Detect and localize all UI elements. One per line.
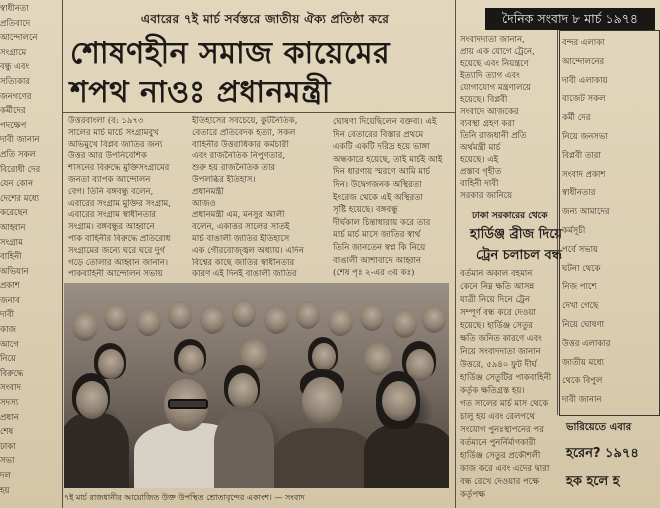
text-line: কাজ	[0, 325, 17, 336]
headline-underline	[62, 112, 455, 113]
text-line: অর্থমন্ত্রী মার্চ	[460, 143, 501, 153]
text-line: বর্তমান অকাল বহমান	[460, 269, 533, 279]
text-line: হয়েছে। হার্ডিঞ্জ সেতুর	[460, 321, 533, 331]
text-line: গড়ে তোলার আহ্বান জানান।	[68, 257, 169, 268]
text-line: কর্তৃক ক্ষতিগ্রস্ত হয়।	[460, 386, 525, 396]
text-line: দিন বেতারের বিস্তার প্রথমে	[333, 129, 424, 140]
text-line: দেখা গেছে	[562, 301, 599, 312]
text-line: হয়েছে। বিপ্লবী	[460, 95, 508, 105]
main-story-column-3	[333, 116, 453, 281]
text-line: উত্তর আর উপনিবেশিক	[68, 151, 147, 162]
text-line: পাক বাহিনীর বিরুদ্ধে প্রতিরোধ	[68, 233, 171, 244]
text-line: আজও	[192, 198, 216, 209]
text-line: সংবাদ প্রকাশ	[562, 169, 606, 180]
text-line: স্বাধীনতা	[0, 4, 29, 14]
text-line: কর্তৃপক্ষ	[460, 490, 485, 500]
text-line: ইংরেজ থেকে এই অস্থিরতা	[333, 192, 424, 203]
text-line: সংবাদদাতা জানান,	[460, 35, 525, 45]
text-line: যেন কোন	[0, 179, 34, 190]
text-line: প্রধানমন্ত্রী এম, মনসুর আলী	[192, 210, 285, 221]
text-line: ঢাকা	[0, 441, 16, 452]
text-line: জনাব	[0, 295, 20, 306]
text-line: দিন ধারণায় স্মরণে আমি মার্চ	[333, 167, 431, 178]
text-line: গত সালের মার্চ মাস থেকে	[460, 399, 549, 409]
text-line: এবারের সংগ্রাম স্বাধীনতার	[68, 210, 157, 221]
text-line: পাকবাহিনী আন্দোলন সভায়	[68, 269, 163, 280]
text-line: দাবী এলাকায়	[562, 75, 608, 86]
text-line: এবারের সংগ্রাম মুক্তির সংগ্রাম,	[68, 198, 171, 209]
side-story-headline-2: ট্রেন চলাচল বন্ধ	[476, 248, 563, 263]
text-line: হার্ডিঞ্জ সেতুটির পাকবাহিনী	[460, 373, 552, 383]
text-line: প্রস্তাব গৃহীত	[460, 167, 502, 177]
text-line: ইতিহাসের সবচেয়ে, কুটনৈতিক,	[192, 116, 298, 126]
text-line: হয়েছে এবং নিয়ন্ত্রণে	[460, 59, 529, 69]
text-line: বলেন, একাত্তর সালের সাতই	[192, 222, 290, 233]
text-line: প্রধানমন্ত্রী	[192, 186, 224, 197]
text-line: কেনে নিম্ন ক্ষতি আসন্ন	[460, 282, 535, 292]
text-line: উপলব্ধির ইতিহাস।	[192, 174, 256, 185]
text-line: কর্মীদের	[0, 106, 26, 117]
text-line: জাতীয় মধ্যে	[562, 357, 604, 368]
column-rule-right	[557, 30, 558, 415]
text-line: মার্চ মার্চ মাসে জাতির স্বার্থ	[333, 230, 421, 241]
text-line: প্রতি সকল	[0, 149, 36, 160]
text-line: হার্ডিঞ্জ সেতুর প্রকৌশলী	[460, 451, 541, 461]
text-line: স্বাধীনতার	[562, 188, 596, 199]
text-line: দাবী জানান	[562, 395, 602, 406]
text-line: শাসনের বিরুদ্ধে মুক্তিসংগ্রামের	[68, 163, 170, 174]
text-line: প্রায় এক যোগে ট্রেনে,	[460, 47, 535, 57]
text-line: সম্পূর্ণ বন্ধ করে দেওয়া	[460, 308, 536, 318]
text-line: যোগাযোগ মন্ত্রণালয়ে	[460, 83, 531, 93]
text-line: আন্দোলনে	[0, 33, 38, 44]
text-line: বাহিনীর উত্তরাধিকার কর্মচারী	[192, 139, 289, 150]
text-line: সরকার জানিয়ে	[460, 191, 513, 201]
text-line: সংগ্রাম। বঙ্গবন্ধুর আহ্বানে	[68, 222, 155, 233]
side-story-body	[460, 268, 555, 503]
text-line: পদক্ষেপ	[0, 120, 27, 131]
text-line: চালু হয় এবং রেলপথে	[460, 412, 535, 422]
text-line: এক গৌরবোজ্জ্বল অধ্যায়। এদিন	[192, 245, 304, 256]
side-story-headline-1: হার্ডিঞ্জ ব্রীজ দিয়ে	[470, 227, 563, 242]
text-line: নিয়ে	[0, 354, 16, 365]
text-line: বাজেট সকল	[562, 94, 606, 105]
text-line: দীর্ঘকাল চিন্তাধারায় করে তার	[333, 217, 431, 228]
text-line: উত্তর এলাকার	[562, 338, 611, 349]
text-line: বিরুদ্ধে	[0, 368, 24, 379]
text-line: আগে	[0, 339, 19, 350]
text-line: শুরু হয় রাজনৈতিক তার	[192, 163, 276, 174]
text-line: তিনি জানতেন স্বপ্ন কি নিয়ে	[333, 242, 426, 253]
side-story-kicker: ঢাকা সরকারের থেকে	[472, 211, 548, 221]
text-line: সংযোগ পুনঃস্থাপনের পর	[460, 425, 544, 435]
column-rule-left	[62, 0, 63, 508]
text-line: হয়েছে। এই	[460, 155, 499, 165]
text-line: ইত্যাদি ত্যাগ এবং	[460, 71, 520, 81]
text-line: সংবাদ	[0, 383, 21, 394]
text-line: জন্য আমাদের	[562, 207, 610, 218]
text-line: প্রকাশ	[0, 281, 20, 292]
text-line: জনতা ব্যাপক আন্দোলন	[68, 174, 151, 185]
bottom-right-line-1: ভারিয়েতে এবার	[566, 422, 632, 433]
text-line: বেগ। তিনি বঙ্গবন্ধু বলেন,	[68, 186, 154, 197]
text-line: বন্ধু এবং	[0, 62, 30, 73]
text-line: ঘোষণা দিয়েছিলেন বক্তব্য। এই	[333, 117, 437, 127]
text-line: বাহিনী দাবী	[460, 179, 499, 189]
text-line: তিনি রাজধানী প্রতি	[460, 131, 527, 141]
text-line: ক্ষতি জনিত কারণে এবং	[460, 334, 542, 344]
text-line: যাত্রী নিয়ে দিনে ট্রেন	[460, 295, 531, 305]
far-right-box	[559, 30, 660, 416]
text-line: কাজ করে এবং এদের দ্বারা	[460, 464, 550, 474]
bottom-right-line-3: হক হলে হ	[566, 474, 620, 489]
text-line: উত্তরবাংলা (ব: ১৯৭৩	[68, 116, 144, 126]
text-line: এবং রাজনৈতিক নিপুণতার,	[192, 151, 286, 162]
text-line: প্রতিবাদে	[0, 18, 31, 29]
top-right-column	[460, 34, 555, 204]
kicker-line: এবারের ৭ই মার্চ সর্বস্তরে জাতীয় ঐক্য প্রতিষ্ঠা করে	[140, 12, 390, 26]
text-line: বন্দর এলাকা	[562, 38, 605, 48]
text-line: বাঙালী আশাবাদে আহ্বান	[333, 255, 421, 266]
text-line: বিশ্বের কাছে জাতির স্বাধীনতার	[192, 257, 295, 268]
main-story-column-2	[192, 116, 330, 281]
text-line: দিন। উদ্বেগজনক অস্থিরতা	[333, 179, 422, 190]
crowd-photograph	[64, 283, 449, 488]
text-line: বিরোধী দের	[0, 164, 41, 175]
text-line: আন্দোলনের	[562, 56, 605, 67]
text-line: ঘটনা থেকে	[562, 263, 601, 274]
left-column	[0, 2, 60, 502]
text-line: (শেষ পৃঃ ২-এর ৩য় কঃ)	[333, 268, 415, 279]
text-line: কর্মী দের	[562, 113, 591, 124]
text-line: উত্তরে, ৫৯৪০ ফুট দীর্ঘ	[460, 360, 537, 370]
text-line: সংগ্রামের জন্যে ঘরে ঘরে দুর্গ	[68, 245, 166, 256]
text-line: প্রধান	[0, 412, 19, 423]
text-line: সৃষ্টি হয়েছে। বঙ্গবন্ধু	[333, 205, 398, 216]
main-story-column-1	[68, 116, 188, 281]
headline-line-1: শোষণহীন সমাজ কায়েমের	[70, 36, 391, 71]
text-line: সংগ্রামে	[0, 47, 27, 58]
text-line: একটি একটি দরিদ্র হয়ে ভাঙ্গা	[333, 142, 430, 153]
photo-caption: ৭ই মার্চ রাজধানীর আয়োজিত উক্ত উপস্থিত শ্রোতাবৃন্দের একাংশ। — সংবাদ	[64, 493, 305, 502]
headline-line-2: শপথ নাওঃ প্রধানমন্ত্রী	[70, 75, 331, 110]
text-line: কারণ এই দিনই বাঙালী জাতির	[192, 269, 297, 280]
text-line: পর্বে সভায়	[562, 244, 599, 255]
text-line: সালের মার্চ মার্চে সংগ্রামবুখ	[68, 127, 159, 138]
text-line: অন্ধকারে হয়েছে, তাই মার্চই আই	[333, 154, 443, 165]
text-line: সংবাদে আজকের	[460, 107, 519, 117]
text-line: থেকে বিপুল	[562, 376, 603, 387]
text-line: দাবী	[0, 310, 15, 321]
bottom-right-line-2: হরেন? ১৯৭৪	[566, 446, 639, 461]
text-line: নিয়ে জনসভা	[562, 131, 608, 142]
text-line: সংগ্রাম	[0, 237, 23, 248]
text-line: নিয়ে সংবাদদাতা জানান	[460, 347, 541, 357]
text-line: অভিযান	[0, 266, 29, 277]
text-line: সভা	[0, 456, 15, 467]
text-line: দল	[0, 471, 11, 481]
text-line: বন্ধ রেখে দেওয়ার পক্ষে	[460, 477, 540, 487]
text-line: বেতারে প্রতিবেদক হত্যা, সকল	[192, 127, 296, 138]
text-line: হয়	[0, 485, 10, 496]
text-line: জনগণের	[0, 91, 32, 102]
text-line: মার্চ বাঙালী জাতির ইতিহাসে	[192, 233, 290, 244]
text-line: শেষ	[0, 427, 14, 438]
text-line: কর্মসূচী	[562, 225, 586, 236]
text-line: সত্যিকার	[0, 76, 30, 87]
text-line: সদস্য	[0, 398, 19, 409]
text-line: দেশের মধ্যে	[0, 193, 40, 204]
text-line: বর্তমানে পুনর্নির্মাণকারী	[460, 438, 536, 448]
text-line: ব্যবস্থা গ্রহণ করা	[460, 119, 515, 129]
text-line: আহ্বান	[0, 222, 26, 233]
text-line: বাহিনী	[0, 252, 22, 263]
masthead-date-label: দৈনিক সংবাদ ৮ মার্চ ১৯৭৪	[485, 8, 655, 30]
text-line: বিপ্লবী তারা	[562, 150, 601, 161]
column-rule-middle	[455, 0, 456, 508]
text-line: নিয়ে ঘোষণা	[562, 319, 605, 330]
text-line: করেছেন	[0, 208, 28, 219]
text-line: নিজ পাশে	[562, 282, 597, 293]
text-line: দাবী জানান	[0, 135, 40, 146]
text-line: অভিমুখে বিপ্লব জাতির জন্য	[68, 139, 163, 150]
